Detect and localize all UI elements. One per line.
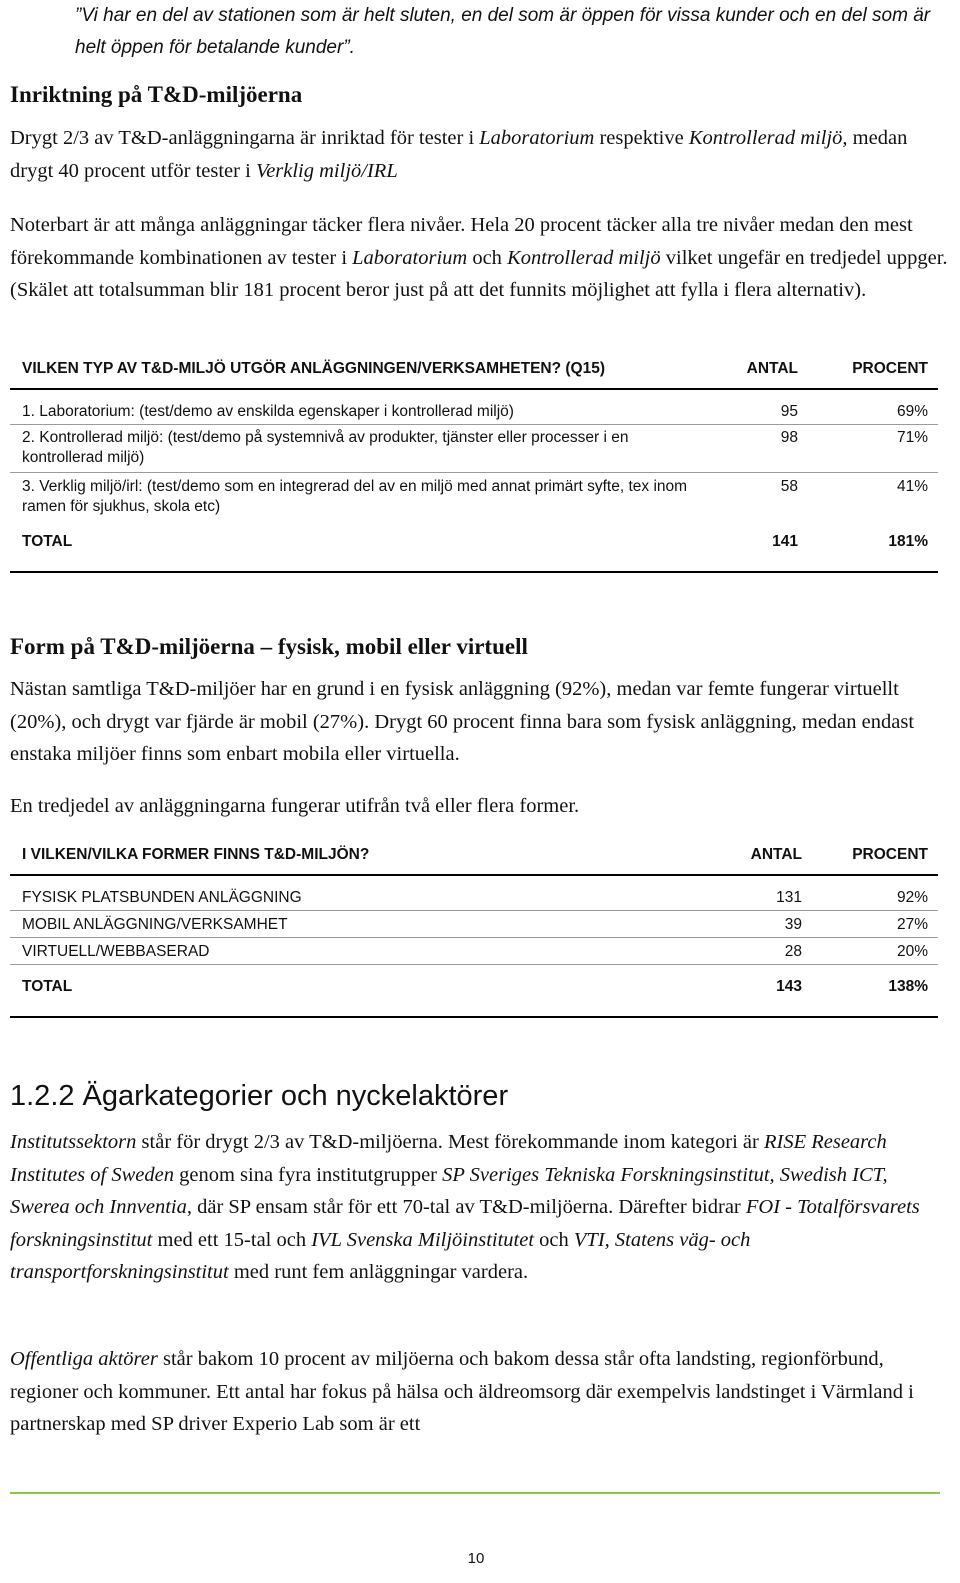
table-total-antal: 143 — [776, 978, 802, 995]
text-run: medan drygt 40 procent utför tester i — [10, 127, 908, 182]
text-run-italic: Kontrollerad miljö — [507, 246, 661, 269]
table-header-question: VILKEN TYP AV T&D-MILJÖ UTGÖR ANLÄGGNINGEN/VERKSAMHETEN? (Q15) — [22, 360, 605, 377]
text-run: och — [467, 246, 508, 269]
intro-quote: ”Vi har en del av stationen som är helt sluten, en del som är öppen för vissa kunder och en del som är helt öppen för betalande kunder”. — [75, 5, 931, 58]
table-row-antal: 39 — [784, 916, 802, 933]
table-row-divider — [10, 910, 938, 911]
text-run: och — [534, 1228, 574, 1251]
paragraph-inriktning-2 — [10, 209, 950, 307]
text-run-italic: Laboratorium — [479, 127, 595, 149]
text-run: står bakom 10 procent av miljöerna och bakom dessa står ofta landsting, regionförbund, regioner och kommuner. Ett antal har fokus på hälsa och äldreomsorg där exempelvis landstinget i Värmland i partnerskap med SP driver Experio Lab som är ett — [10, 1348, 914, 1435]
table-total-antal: 141 — [772, 533, 798, 550]
section-heading-form: Form på T&D-miljöerna – fysisk, mobil eller virtuell — [10, 634, 528, 659]
table-header-question: I VILKEN/VILKA FORMER FINNS T&D-MILJÖN? — [22, 846, 370, 863]
text-run-italic: Institutssektorn — [10, 1131, 137, 1153]
table-bottom-rule — [10, 1016, 938, 1018]
text-run-italic: FOI - Totalförsvarets forskningsinstitut — [10, 1196, 920, 1251]
paragraph-agarkategorier-1 — [10, 1126, 950, 1289]
table-row-label: 2. Kontrollerad miljö: (test/demo på systemnivå av produkter, tjänster eller processer i en kontrollerad miljö) — [22, 429, 629, 466]
section-heading-inriktning: Inriktning på T&D-miljöerna — [10, 82, 303, 107]
text-run: vilket ungefär en tredjedel uppger. (Skälet att totalsumman blir 181 procent beror just på att det funnits möjlighet att fylla i flera alternativ). — [10, 246, 948, 301]
table-bottom-rule — [10, 571, 938, 573]
text-run-italic: Verklig miljö/IRL — [255, 159, 398, 182]
text-run: Noterbart är att många anläggningar täcker flera nivåer. Hela 20 procent täcker alla tre nivåer medan den mest förekommande kombinationen av tester i — [10, 214, 913, 269]
table-row-label: FYSISK PLATSBUNDEN ANLÄGGNING — [22, 889, 302, 906]
text-run: Drygt 2/3 av T&D-anläggningarna är inriktad för tester i — [10, 127, 480, 149]
text-run-italic: VTI, Statens väg- och transportforskningsinstitut — [10, 1228, 751, 1283]
table-row-antal: 28 — [784, 943, 802, 960]
text-run: med ett 15-tal och — [152, 1228, 312, 1251]
table-row-divider — [10, 937, 938, 938]
page-number: 10 — [467, 1550, 485, 1567]
table-row-divider — [10, 472, 938, 473]
table-header-antal: ANTAL — [750, 846, 802, 863]
table-header-rule — [10, 388, 938, 390]
paragraph-form-2: En tredjedel av anläggningarna fungerar utifrån två eller flera former. — [10, 795, 580, 817]
text-run-italic: RISE Research Institutes of Sweden — [10, 1131, 887, 1186]
table-row-antal: 58 — [780, 478, 798, 495]
table-row-procent: 71% — [896, 429, 928, 446]
table-row-label: MOBIL ANLÄGGNING/VERKSAMHET — [22, 916, 288, 933]
footer-rule — [10, 1492, 940, 1494]
table-total-label: TOTAL — [22, 533, 73, 550]
paragraph-agarkategorier-2 — [10, 1343, 950, 1441]
paragraph-inriktning-1 — [10, 122, 950, 187]
table-row-procent: 41% — [896, 478, 928, 495]
text-run-italic: Offentliga aktörer — [10, 1348, 158, 1370]
table-row-antal: 131 — [776, 889, 802, 906]
text-run: genom sina fyra institutgrupper — [173, 1163, 443, 1186]
table-total-procent: 138% — [888, 978, 928, 995]
text-run: , där SP ensam står för ett 70-tal av T&D-miljöerna. Därefter bidrar — [186, 1196, 746, 1218]
paragraph-form-1: Nästan samtliga T&D-miljöer har en grund i en fysisk anläggning (92%), medan var femte fungerar virtuellt (20%), och drygt var fjärde är mobil (27%). Drygt 60 procent finna bara som fysisk anläggning, medan endast enstaka miljöer finns som enbart mobila eller virtuella. — [10, 678, 915, 765]
table-row-label: 1. Laboratorium: (test/demo av enskilda egenskaper i kontrollerad miljö) — [22, 403, 514, 420]
table-total-procent: 181% — [888, 533, 928, 550]
text-run: står för drygt 2/3 av T&D-miljöerna. Mest förekommande inom kategori är — [136, 1131, 764, 1153]
table-row-procent: 69% — [896, 403, 928, 420]
table-header-antal: ANTAL — [746, 360, 798, 377]
table-row-procent: 27% — [896, 916, 928, 933]
table-row-divider — [10, 964, 938, 965]
table-row-antal: 95 — [780, 403, 798, 420]
table-row-procent: 20% — [896, 943, 928, 960]
table-header-procent: PROCENT — [852, 846, 928, 863]
section-heading-agarkategorier: 1.2.2 Ägarkategorier och nyckelaktörer — [10, 1080, 509, 1112]
table-header-rule — [10, 874, 938, 876]
text-run: med runt fem anläggningar vardera. — [228, 1261, 529, 1283]
table-row-label: 3. Verklig miljö/irl: (test/demo som en integrerad del av en miljö med annat primärt syfte, tex inom ramen för sjukhus, skola etc) — [22, 478, 688, 515]
table-row-procent: 92% — [896, 889, 928, 906]
table-row-antal: 98 — [780, 429, 798, 446]
text-run-italic: Kontrollerad miljö, — [688, 127, 848, 149]
text-run-italic: IVL Svenska Miljöinstitutet — [311, 1228, 535, 1251]
text-run-italic: Laboratorium — [352, 246, 468, 269]
text-run: respektive — [594, 127, 689, 149]
table-header-procent: PROCENT — [852, 360, 928, 377]
text-run-italic: SP Sveriges Tekniska Forskningsinstitut, Swedish ICT, Swerea och Innventia — [10, 1163, 888, 1218]
table-total-label: TOTAL — [22, 978, 73, 995]
table-row-label: VIRTUELL/WEBBASERAD — [22, 943, 210, 960]
table-row-divider — [10, 424, 938, 425]
